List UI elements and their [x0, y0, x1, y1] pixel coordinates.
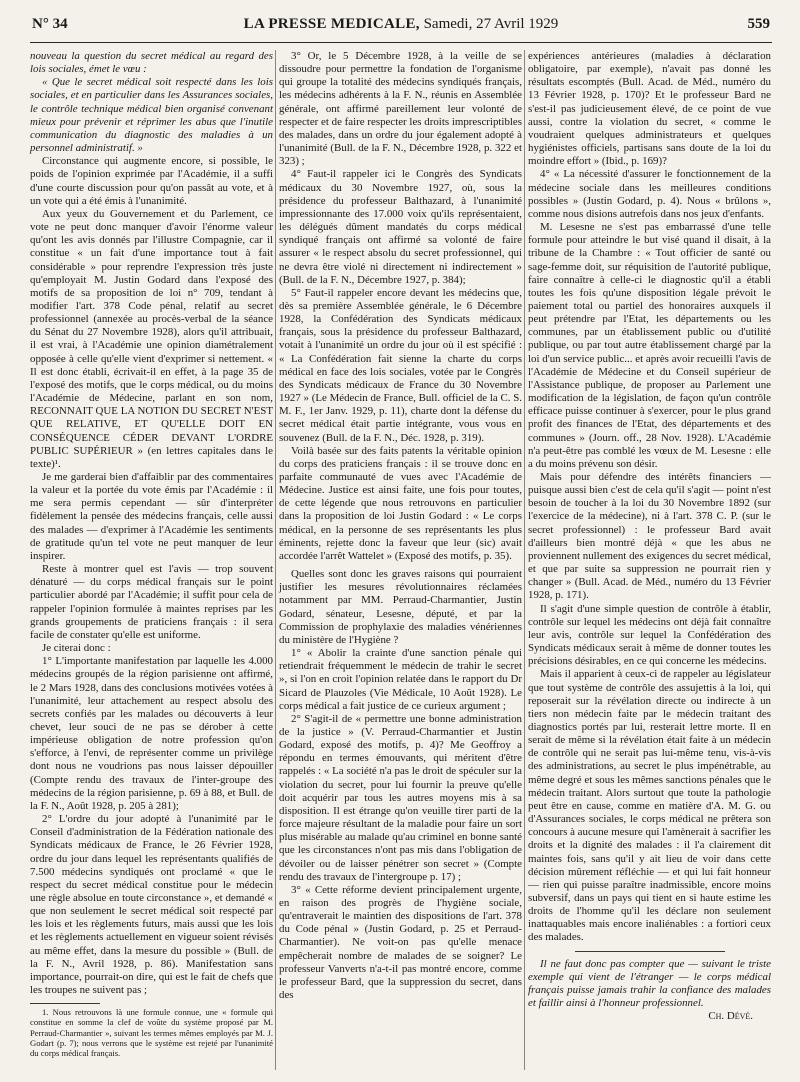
- paragraph: Circonstance qui augmente encore, si possible, le poids de l'opinion exprimée par l'Académie, il a suffi d'une courte discussion pour qu'on passât au vote, et à un vote qui a été émis à l'unanimité.: [30, 155, 273, 207]
- article-body: [30, 50, 774, 1070]
- column-2: [279, 50, 522, 1070]
- issue-number: N° 34: [32, 16, 68, 32]
- column-divider: [524, 50, 525, 1070]
- issue-date: Samedi, 27 Avril 1929: [423, 16, 559, 32]
- column-3: [528, 50, 771, 1070]
- page-number: 559: [747, 16, 770, 32]
- paragraph: nouveau la question du secret médical au regard des lois sociales, émet le vœu :: [30, 50, 273, 76]
- paragraph: 2° S'agit-il de « permettre une bonne administration de la justice » (V. Perraud-Charmantier et Justin Godard, exposé des motifs, p. 4)? Me Geoffroy a répondu en termes émouvants, qui méritent d'être rappelés : « La société n'a pas le droit de spéculer sur la violation du secret, pour lui fournir la preuve qu'elle doit acquérir par tous les autres moyens mis à sa disposition. Il est étrange qu'on veuille tirer parti de la force majeure résultant de la maladie pour faire un sort plus misérable au malade qu'au criminel en bonne santé que les circonstances n'ont pas mis dans l'obligation de dévoiler ou de laisser pénétrer son secret » (Compte rendu des travaux de l'intergroupe p. 17) ;: [279, 712, 522, 883]
- section-rule: [575, 951, 725, 952]
- paragraph: 5° Faut-il rappeler encore devant les médecins que, dès sa première Assemblée générale, le 6 Décembre 1928, la Confédération des Syndicats médicaux français, sous la présidence du professeur Balthazard, votait à l'unanimité un ordre du jour où il est spécifié : « La Confédération fait sienne la charte du corps médical en face des lois sociales, votée par le Congrès des Syndicats médicaux de France du 30 Novembre 1927 » (Le Médecin de France, Bull. officiel de la C. S. M. F., 1er Janv. 1929, p. 11), charte dont la défense du secret médical était partie intégrante, vous vous en souvenez (Bull. de la F. N., Déc. 1928, p. 319).: [279, 286, 522, 444]
- paragraph: Aux yeux du Gouvernement et du Parlement, ce vote ne peut donc manquer d'avoir l'énorme valeur qu'ont les avis donnés par l'illustre Compagnie, car il constitue « un fait d'une importance tout à fait considérable » pour reprendre l'expression très juste qu'employait M. Justin Godard dans l'exposé des motifs de sa proposition de loi n° 709, tendant à modifier l'art. 378 Code pénal, relatif au secret professionnel (annexée au procès-verbal de la séance du Sénat du 27 Novembre 1928), alors qu'il attribuait, il est vrai, à l'Académie une opinion diamétralement opposée à celle qu'elle vient d'exprimer si nettement. « Il est donc établi, écrivait-il en effet, à la page 35 de l'exposé des motifs, que le corps médical, ou du moins l'Académie de Médecine, parlant en son nom, RECONNAIT QUE LA NOTION DU SECRET N'EST QUE RELATIVE, ET QU'ELLE DOIT EN CONSÉQUENCE CÉDER DEVANT L'ORDRE PUBLIC SUPÉRIEUR » (en lettres capitales dans le texte)¹.: [30, 207, 273, 470]
- paragraph: Je me garderai bien d'affaiblir par des commentaires la valeur et la portée du vote émis par l'Académie : il me sera permis cependant — sûr d'interpréter fidèlement la pensée des médecins français, celle aussi des malades — d'exprimer à l'Académie les sentiments de gratitude qu'un tel vote ne peut manquer de leur inspirer.: [30, 471, 273, 562]
- publication-name: LA PRESSE MEDICALE,: [243, 16, 420, 32]
- page-header: [30, 14, 772, 43]
- paragraph: 3° « Cette réforme devient principalement urgente, en raison des progrès de l'hygiène sociale, qu'entraverait le maintien des dispositions de l'art. 378 du Code pénal » (Justin Godard, p. 25 et Perraud-Charmantier). Ne voit-on pas qu'elle menace empêcherait nombre de malades de se soigner? Le professeur Vanverts n'a-t-il pas montré encore, comme le professeur Bard, que la suppression du secret, dans des: [279, 883, 522, 1002]
- paragraph: 1° L'importante manifestation par laquelle les 4.000 médecins groupés de la région parisienne ont affirmé, le 2 Mars 1928, dans des conclusions motivées votées à l'unanimité, leur attachement au respect absolu des secrets confiés par les malades ou découverts à leur chevet, leur souci de ne pas se dérober à cette impérieuse obligation de notre profession qu'on s'efforce, à l'envi, de représenter comme un privilège dont nous ne voudrions pas nous laisser dépouiller (Compte rendu des travaux de l'inter-groupe des médecins de la région parisienne, p. 69 à 88, et Bull. de la F. N., Août 1928, p. 205 à 281);: [30, 655, 273, 812]
- paragraph: Je citerai donc :: [42, 642, 111, 655]
- paragraph: 1° « Abolir la crainte d'une sanction pénale qui retiendrait fréquemment le médecin de trahir le secret », si l'on en croit l'opinion relatée dans le rapport du Dr Sicard de Plauzoles (Vie Médicale, 10 Août 1928). Le corps médical a fait justice de ce curieux argument ;: [279, 647, 522, 712]
- author-signature: Ch. Dévé.: [708, 1010, 753, 1023]
- paragraph: 3° Or, le 5 Décembre 1928, à la veille de se dissoudre pour permettre la fondation de l'organisme qui groupe la totalité des médecins syndiqués français, les médecins adhérents à la F. N., réunis en Assemblée générale, ont affirmé pareillement leur volonté de respecter et de faire respecter les droits imprescriptibles des malades, dans un ordre du jour également adopté à l'unanimité (Bull. de la F. N., Décembre 1928, p. 322 et 323) ;: [279, 50, 522, 168]
- paragraph: Il s'agit d'une simple question de contrôle à établir, contrôle sur lequel les médecins ont déjà fait connaître leur avis, contrôle sur lequel la Confédération des Syndicats médicaux serait à même de donner toutes les précisions désirables, en ce qui concerne les médecins.: [528, 602, 771, 668]
- column-divider: [275, 50, 276, 1070]
- paragraph: Reste à montrer quel est l'avis — trop souvent dénaturé — du corps médical français sur le point particulier abordé par l'Académie; il suffit pour cela de rappeler l'opinion formulée à maintes reprises par les grands groupements de praticiens français : il sera facile de constater qu'elle est uniforme.: [30, 563, 273, 641]
- paragraph: 4° Faut-il rappeler ici le Congrès des Syndicats médicaux du 30 Novembre 1927, où, sous la présidence du professeur Balthazard, à l'unanimité impressionnante des 17.000 voix qu'ils représentaient, les délégués dûment mandatés du corps médical syndiqué français ont affirmé sa volonté de faire assurer « le respect absolu du secret professionnel, qui ne devra être violé ni directement ni indirectement » (Bull. de la F. N., Décembre 1927, p. 384);: [279, 168, 522, 286]
- masthead: [30, 16, 772, 33]
- paragraph: Voilà basée sur des faits patents la véritable opinion du corps des praticiens français : il se trouve donc en parfaite communauté de vues avec l'Académie de Médecine. Justice est ainsi faite, une fois pour toutes, de cette légende que nous retrouvons en particulier dans la proposition de loi Justin Godard : « Le corps médical, en la personne de ses représentants les plus éminents, rejette donc la faveur que leur (sic) avait accordée l'arrêt Wattelet » (Exposé des motifs, p. 35).: [279, 444, 522, 562]
- footnote: 1. Nous retrouvons là une formule connue, une « formule qui constitue en somme la clef de voûte du système proposé par M. Perraud-Charmantier », suivant les termes mêmes employés par M. J. Godart (p. 7); nous verrons que le système est rejeté par l'unanimité du corps médical français.: [30, 1007, 273, 1059]
- paragraph: Mais il apparient à ceux-ci de rappeler au législateur que tout système de contrôle des assujettis à la loi, qui reposerait sur la révélation directe ou indirecte à un tiers non médecin faite par le médecin traitant des diagnostics portés par lui, resterait lettre morte. Il en serait de même si la révélation était faite à un médecin de contrôle qui ne serait pas lui-même tenu, vis-à-vis des administrations, au secret le plus impénétrable, au même degré et sous les mêmes sanctions pénales que le médecin traitant. Alors surtout que toute la pathologie peut être en cause, comme en matière d'A. M. G. ou d'Assurances sociales, le corps médical ne prêtera son concours à aucune mesure qui l'amènerait à sacrifier les droits et la dignité des malades : il l'a clairement dit maintes fois, sans qu'il y ait lieu de voir dans cette décision mûrement réfléchie — et qui lui fait honneur — rien qui puisse paraître inadmissible, encore moins subversif, dans un pays qui tient en si haute estime les droits de l'homme qu'il les déclare non seulement inattaquables mais encore inaliénables : a fortiori ceux des malades.: [528, 668, 771, 944]
- paragraph: M. Lesesne ne s'est pas embarrassé d'une telle formule pour atteindre le but visé quand il disait, à la tribune de la Chambre : « Tout officier de santé ou sage-femme doit, sur réquisition de l'autorité publique, faire connaître à celle-ci le diagnostic qu'il a établi toutes les fois qu'une disposition légale prévoit le paiement total ou partiel des honoraires auxquels il peut prétendre par l'Etat, les départements ou les communes, par un établissement public ou d'utilité publique, ou par tout autre établissement chargé par la loi d'un service public... et après avoir recueilli l'avis de l'Académie de Médecine et du Conseil supérieur de l'Assistance publique, de proposer au Parlement une modification de la législation, de façon qu'un contrôle efficace puisse continuer à s'exercer, pour le plus grand profit des finances de l'Etat, des départements et des communes » (Journ. off., 28 Nov. 1928). L'Académie n'a peut-être pas comblé les vœux de M. Lesesne : elle a du moins prévenu son désir.: [528, 221, 771, 470]
- footnote-rule: [30, 1003, 100, 1004]
- quoted-resolution: « Que le secret médical soit respecté dans les lois sociales, et en particulier dans les Assurances sociales, le contrôle technique médical bien organisé convenant mieux pour prévenir et réprimer les abus que l'inutile communication du diagnostic des maladies à un personnel administratif. »: [30, 76, 273, 155]
- paragraph: 4° « La nécessité d'assurer le fonctionnement de la médecine sociale dans les meilleures conditions possibles » (Justin Godard, p. 4). Nous « brûlons », comme nous disions autrefois dans nos jeux d'enfants.: [528, 168, 771, 220]
- paragraph: Quelles sont donc les graves raisons qui pourraient justifier les mesures révolutionnaires réclamées notamment par MM. Perraud-Charmantier, Justin Godard, sénateur, Lesesne, député, et par la Commission de prophylaxie des maladies vénériennes du ministère de l'Hygiène ?: [279, 568, 522, 646]
- paragraph: 2° L'ordre du jour adopté à l'unanimité par le Conseil d'administration de la Fédération nationale des Syndicats médicaux de France, le 26 Février 1928, ordre du jour dans lequel les représentants qualifiés de 7.500 médecins syndiqués ont proclamé « que le respect du secret médical constitue pour le médecin une règle absolue en toute circonstance », et demandé « que non seulement le secret médical soit respecté par les lois et les règlements futurs, mais aussi que les lois et les règlements actuellement en vigueur soient révisés au même effet, dans la mesure du possible » (Bull. de la F. N., Avril 1928, p. 86). Manifestation sans importance, pourrait-on dire, qui est le fait de chefs que les troupes ne suivent pas ;: [30, 813, 273, 997]
- closing-paragraph: Il ne faut donc pas compter que — suivant le triste exemple qui vient de l'étranger — le corps médical français puisse jamais trahir la confiance des malades et faillir ainsi à l'honneur professionnel.: [528, 957, 771, 1010]
- paragraph: expériences antérieures (maladies à déclaration obligatoire, par exemple), n'avait pas donné les résultats escomptés (Bull. Acad. de Méd., numéro du 13 Février 1928, p. 170)? Et le professeur Bard ne s'est-il pas judicieusement élevé, de ce point de vue aussi, contre la violation du secret, « comme le voudraient quelques administrateurs et quelques hygiénistes officiels, partisans sans doute de la loi du moindre effort » (Ibid., p. 169)?: [528, 50, 771, 168]
- paragraph: Mais pour défendre des intérêts financiers — puisque aussi bien c'est de cela qu'il s'agit — point n'est besoin de toucher à la loi du 30 Novembre 1892 (sur l'exercice de la médecine), ni à l'art. 378 C. P. (sur le secret professionnel) : le professeur Bard avait d'ailleurs bien montré déjà « que les abus ne proviennent nullement des exigences du secret médical, et que par suite sa suppression ne pourrait rien y changer » (Bull. Acad. de Méd., numéro du 13 Février 1928, p. 171).: [528, 471, 771, 602]
- column-1: [30, 50, 273, 1070]
